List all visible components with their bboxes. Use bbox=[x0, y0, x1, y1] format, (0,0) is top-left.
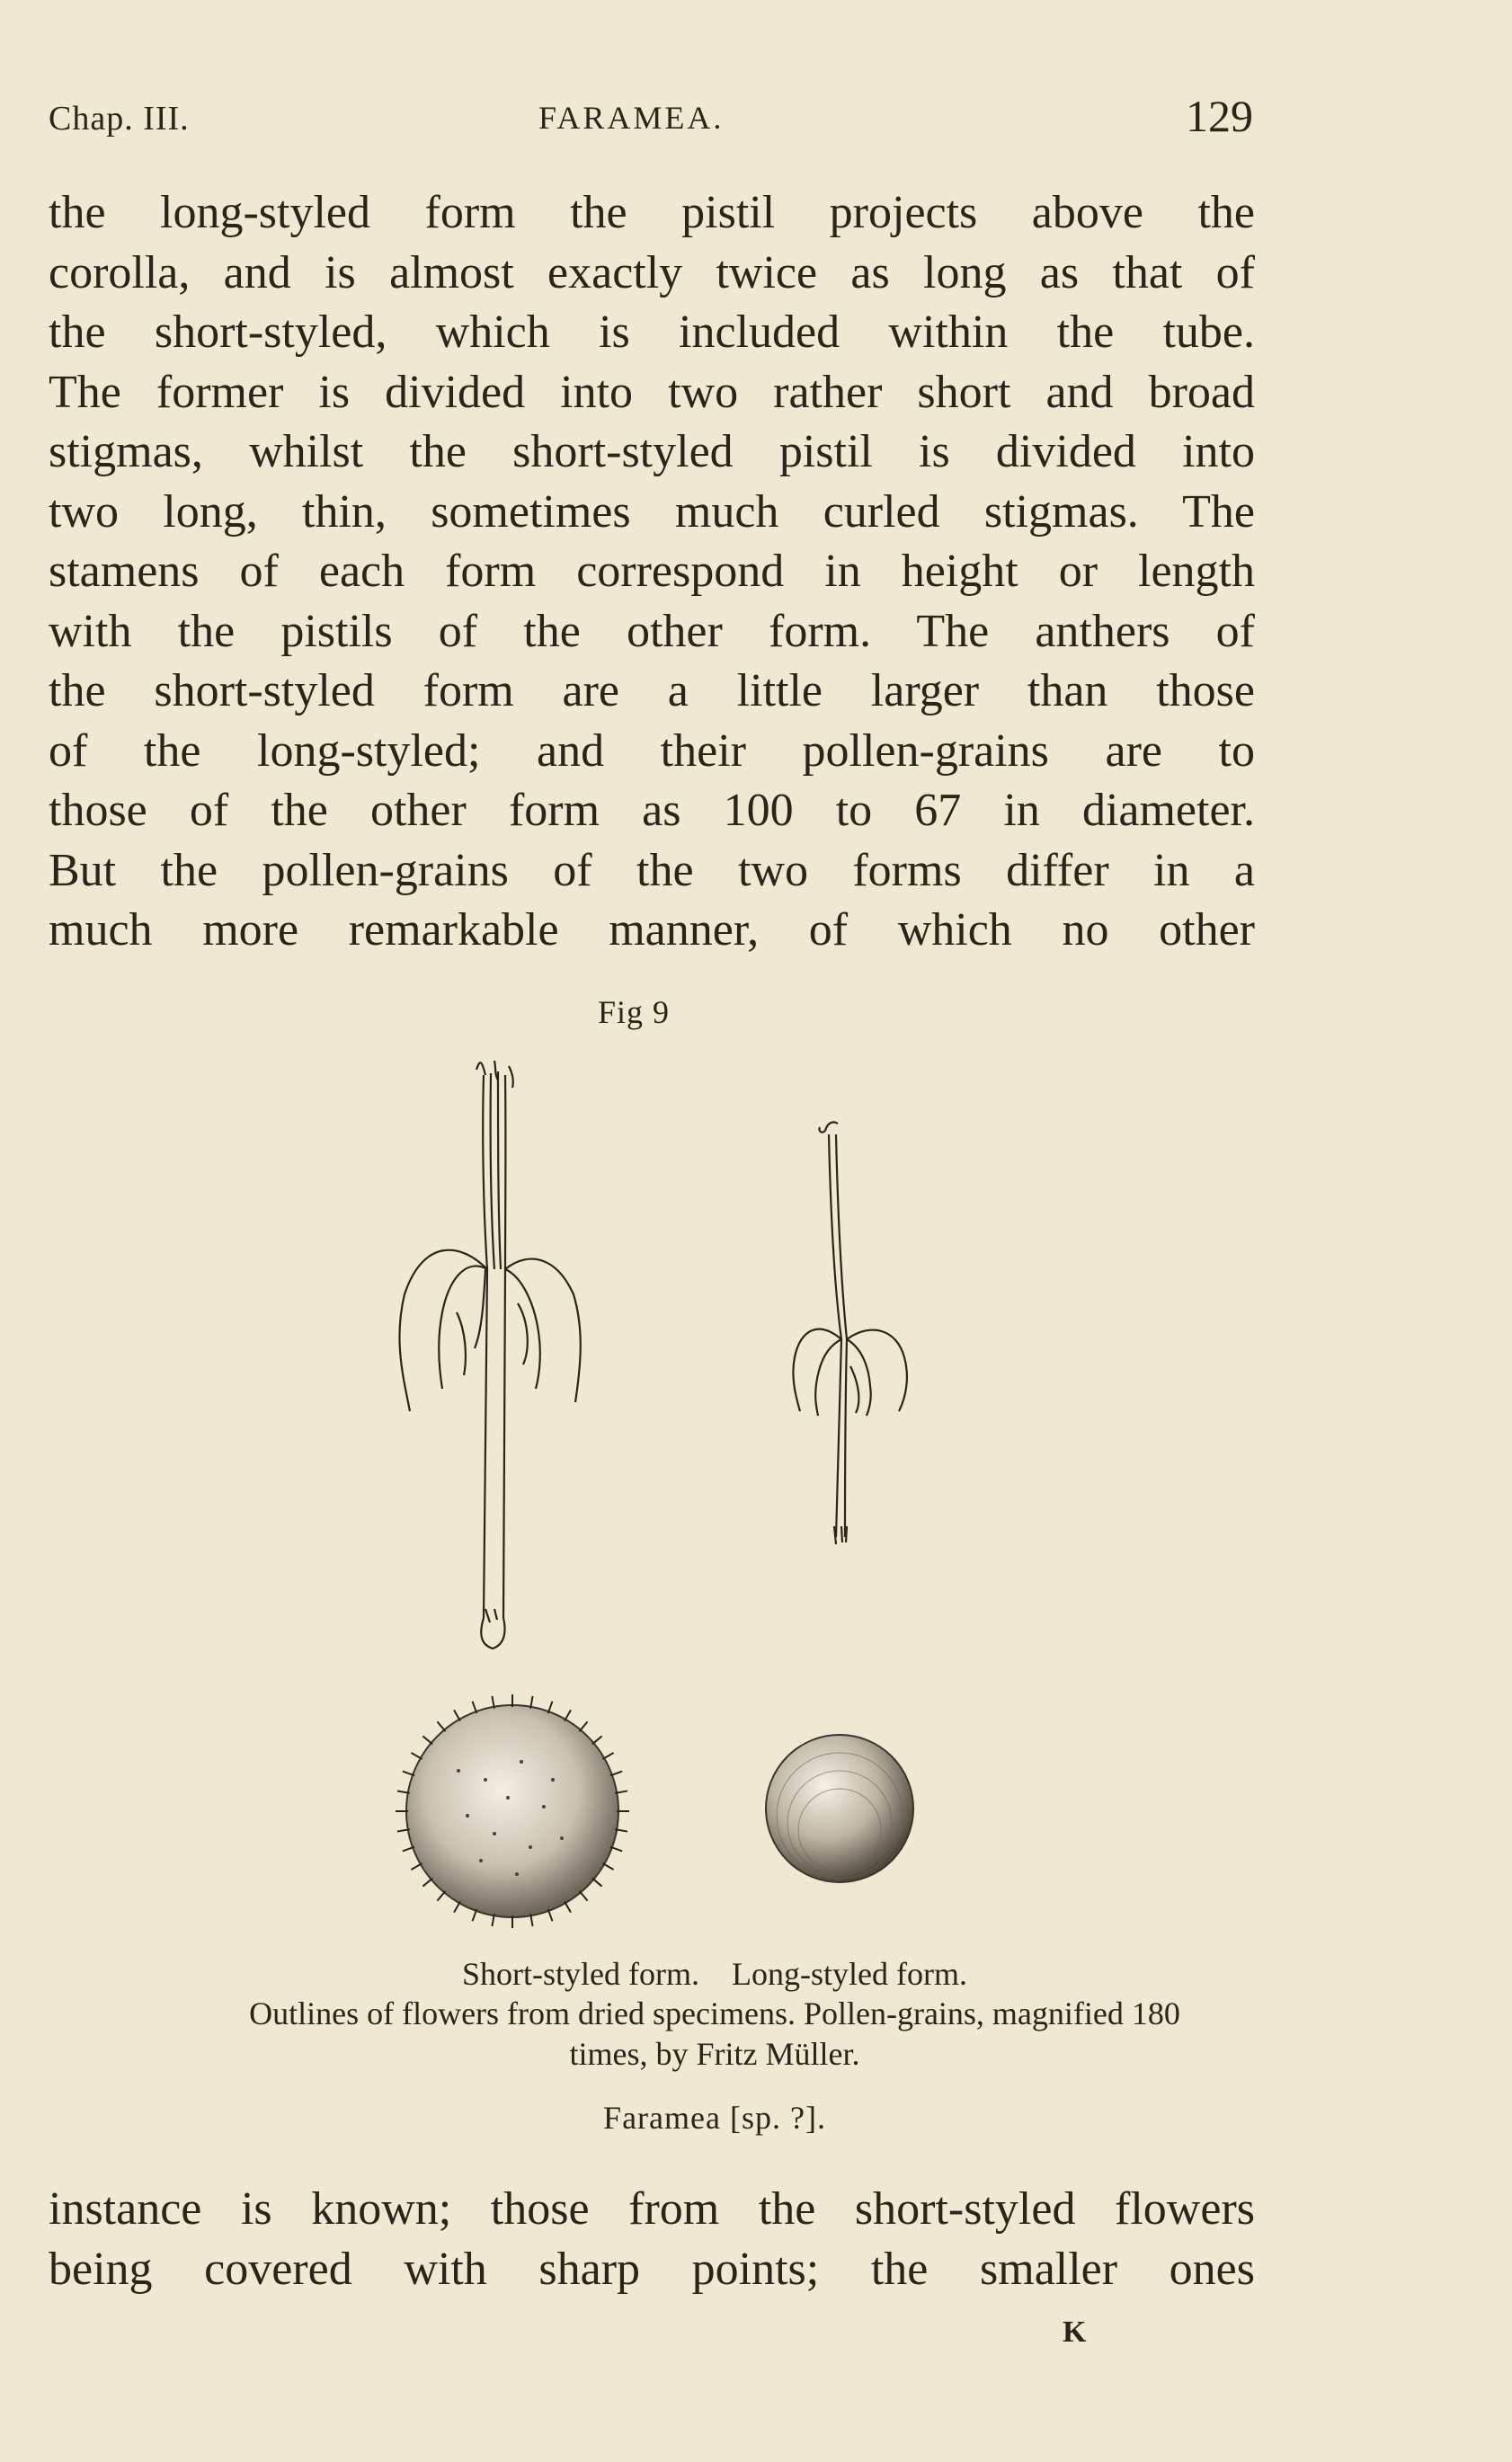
text-line: much more remarkable manner, of which no other bbox=[49, 904, 1255, 955]
short-styled-flower-drawing bbox=[399, 1061, 580, 1649]
figure-illustration bbox=[360, 1034, 989, 1960]
chapter-label: Chap. III. bbox=[49, 100, 190, 138]
pollen-spike bbox=[422, 1879, 432, 1887]
text-line: corolla, and is almost exactly twice as long as that of bbox=[49, 246, 1255, 298]
pollen-spike bbox=[580, 1891, 588, 1901]
running-header bbox=[49, 90, 1253, 144]
pollen-spike bbox=[592, 1879, 602, 1887]
figure-caption-description: Outlines of flowers from dried specimens. Pollen-grains, magnified 180 bbox=[249, 1995, 1180, 2031]
text-line: instance is known; those from the short-styled flowers bbox=[49, 2183, 1255, 2235]
text-line: two long, thin, sometimes much curled stigmas. The bbox=[49, 485, 1255, 538]
pollen-spike bbox=[602, 1863, 613, 1870]
pollen-spike bbox=[422, 1736, 432, 1744]
signature-mark: K bbox=[1063, 2315, 1087, 2349]
pollen-spike bbox=[580, 1721, 588, 1731]
text-line: the long-styled form the pistil projects above the bbox=[49, 187, 1255, 238]
smooth-pollen-grain bbox=[766, 1735, 913, 1882]
text-line: with the pistils of the other form. The anthers of bbox=[49, 605, 1255, 657]
text-line: stamens of each form correspond in height or length bbox=[49, 546, 1255, 597]
figure-caption-forms: Short-styled form. Long-styled form. bbox=[462, 1956, 967, 1992]
pollen-spike bbox=[454, 1710, 460, 1720]
text-line: of the long-styled; and their pollen-grains are to bbox=[49, 724, 1255, 777]
paragraph-top bbox=[49, 183, 1255, 961]
pollen-spike bbox=[592, 1736, 602, 1744]
text-line: the short-styled form are a little larger than those bbox=[49, 665, 1255, 716]
spiky-pollen-grain bbox=[396, 1694, 629, 1928]
pollen-spike bbox=[437, 1721, 445, 1731]
header-title: FARAMEA. bbox=[538, 100, 725, 136]
figure-caption-credit: times, by Fritz Müller. bbox=[569, 2036, 860, 2072]
pollen-spike bbox=[437, 1891, 445, 1901]
text-line: being covered with sharp points; the smaller ones bbox=[49, 2243, 1255, 2295]
figure-caption-species: Faramea [sp. ?]. bbox=[603, 2100, 826, 2136]
text-line: the short-styled, which is included within the tube. bbox=[49, 307, 1255, 358]
pollen-spike bbox=[411, 1863, 422, 1870]
pollen-spike bbox=[565, 1901, 571, 1912]
pollen-spike bbox=[565, 1710, 571, 1720]
long-styled-flower-drawing bbox=[793, 1122, 906, 1544]
text-line: those of the other form as 100 to 67 in diameter. bbox=[49, 785, 1255, 836]
pollen-spike bbox=[454, 1901, 460, 1912]
text-line: stigmas, whilst the short-styled pistil is divided into bbox=[49, 426, 1255, 477]
text-line: The former is divided into two rather short and broad bbox=[49, 366, 1255, 418]
pollen-spike bbox=[602, 1753, 613, 1759]
paragraph-bottom bbox=[49, 2180, 1255, 2299]
page-number: 129 bbox=[1186, 91, 1253, 141]
figure-label: Fig 9 bbox=[598, 994, 671, 1030]
text-line: But the pollen-grains of the two forms differ in a bbox=[49, 844, 1255, 896]
pollen-spike bbox=[411, 1753, 422, 1759]
